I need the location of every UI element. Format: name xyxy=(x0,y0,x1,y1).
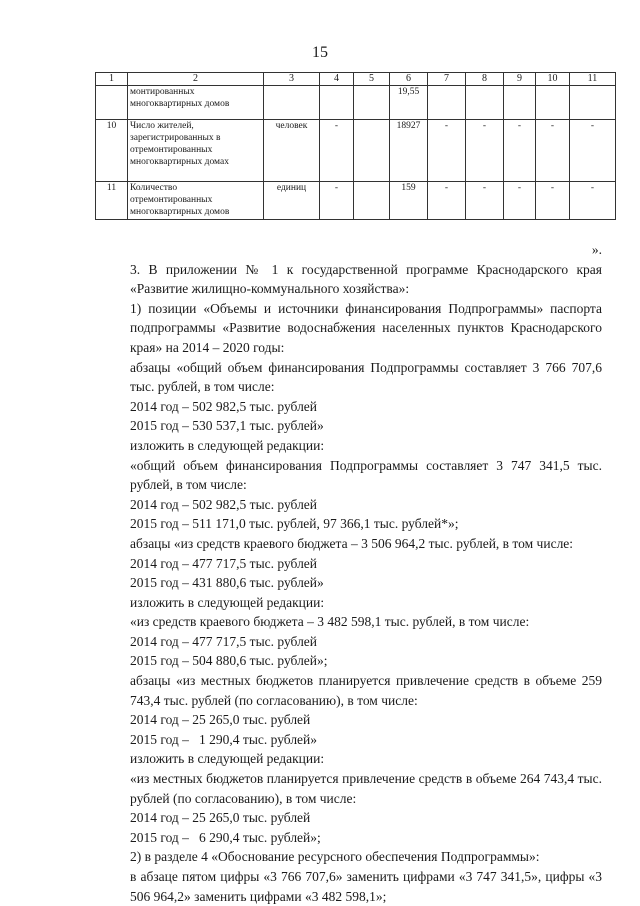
column-header: 11 xyxy=(570,73,616,86)
table-cell: - xyxy=(570,182,616,220)
column-header: 5 xyxy=(354,73,390,86)
table-cell: - xyxy=(428,182,466,220)
page-number: 15 xyxy=(312,44,328,61)
paragraph: 2014 год – 25 265,0 тыс. рублей xyxy=(130,712,311,728)
table-cell: - xyxy=(320,182,354,220)
table-cell: - xyxy=(466,182,504,220)
column-header: 2 xyxy=(128,73,264,86)
paragraph: изложить в следующей редакции: xyxy=(130,437,325,453)
data-table xyxy=(95,72,616,220)
paragraph: абзацы «общий объем финансирования Подпрограммы составляет 3 766 707,6 тыс. рублей, в том числе: xyxy=(130,359,602,395)
paragraph: 2014 год – 477 717,5 тыс. рублей xyxy=(130,555,318,571)
column-header: 3 xyxy=(264,73,320,86)
table-row xyxy=(96,120,616,182)
table-cell: - xyxy=(320,120,354,182)
table-header-row xyxy=(96,73,616,86)
table-cell: 10 xyxy=(96,120,128,182)
table-cell: 19,55 xyxy=(390,86,428,120)
paragraph: 2014 год – 25 265,0 тыс. рублей xyxy=(130,810,311,826)
table-cell xyxy=(354,120,390,182)
column-header: 8 xyxy=(466,73,504,86)
closing-quote: ». xyxy=(591,242,602,257)
paragraph: 2014 год – 477 717,5 тыс. рублей xyxy=(130,633,318,649)
table-cell xyxy=(428,86,466,120)
paragraph: изложить в следующей редакции: xyxy=(130,751,325,767)
table-cell xyxy=(536,86,570,120)
table-cell: единиц xyxy=(264,182,320,220)
paragraph: 2) в разделе 4 «Обоснование ресурсного обеспечения Подпрограммы»: xyxy=(130,849,540,865)
table-cell: - xyxy=(570,120,616,182)
table-row xyxy=(96,182,616,220)
paragraph: абзацы «из средств краевого бюджета – 3 506 964,2 тыс. рублей, в том числе: xyxy=(130,535,574,551)
paragraph: 2015 год – 504 880,6 тыс. рублей»; xyxy=(130,653,328,669)
paragraph: 2014 год – 502 982,5 тыс. рублей xyxy=(130,496,318,512)
column-header: 6 xyxy=(390,73,428,86)
paragraph: абзацы «из местных бюджетов планируется привлечение средств в объеме 259 743,4 тыс. рублей (по согласованию), в том числе: xyxy=(130,673,602,708)
table-row xyxy=(96,86,616,120)
table-cell: - xyxy=(504,120,536,182)
table-cell xyxy=(320,86,354,120)
table-cell xyxy=(264,86,320,120)
column-header: 10 xyxy=(536,73,570,86)
table-cell: человек xyxy=(264,120,320,182)
table-cell xyxy=(96,86,128,120)
table-cell: - xyxy=(428,120,466,182)
paragraph: «общий объем финансирования Подпрограммы составляет 3 747 341,5 тыс. рублей, в том числе: xyxy=(130,457,602,493)
column-header: 9 xyxy=(504,73,536,86)
table-cell: Число жителей, зарегистрированных в отремонтированных многоквартирных домах xyxy=(128,120,264,182)
paragraph: 1) позиции «Объемы и источники финансирования Подпрограммы» паспорта подпрограммы «Развитие водоснабжения населенных пунктов Краснодарского края» на 2014 – 2020 годы: xyxy=(130,300,602,355)
paragraph: 2015 год – 530 537,1 тыс. рублей» xyxy=(130,418,324,434)
table-cell: 11 xyxy=(96,182,128,220)
column-header: 4 xyxy=(320,73,354,86)
table-cell xyxy=(570,86,616,120)
column-header: 7 xyxy=(428,73,466,86)
table-cell: 18927 xyxy=(390,120,428,182)
paragraph: 2015 год – 431 880,6 тыс. рублей» xyxy=(130,575,324,591)
table-cell: - xyxy=(466,120,504,182)
paragraph: «из средств краевого бюджета – 3 482 598,1 тыс. рублей, в том числе: xyxy=(130,614,530,630)
table-cell: - xyxy=(536,182,570,220)
table-cell: 159 xyxy=(390,182,428,220)
table-cell xyxy=(466,86,504,120)
table-cell: Количество отремонтированных многоквартирных домов xyxy=(128,182,264,220)
table-cell xyxy=(504,86,536,120)
table-cell: монтированных многоквартирных домов xyxy=(128,86,264,120)
paragraph: изложить в следующей редакции: xyxy=(130,594,325,610)
paragraph: 2015 год – 511 171,0 тыс. рублей, 97 366,1 тыс. рублей*»; xyxy=(130,516,459,532)
table-cell: - xyxy=(536,120,570,182)
table-cell: - xyxy=(504,182,536,220)
paragraph: в абзаце пятом цифры «3 766 707,6» заменить цифрами «3 747 341,5», цифры «3 506 964,2» заменить цифрами «3 482 598,1»; xyxy=(130,869,602,904)
table-cell xyxy=(354,182,390,220)
paragraph: 2015 год – 6 290,4 тыс. рублей»; xyxy=(130,829,321,845)
column-header: 1 xyxy=(96,73,128,86)
paragraph: «из местных бюджетов планируется привлечение средств в объеме 264 743,4 тыс. рублей (по согласованию), в том числе: xyxy=(130,771,602,806)
paragraph: 2014 год – 502 982,5 тыс. рублей xyxy=(130,398,318,414)
table-cell xyxy=(354,86,390,120)
document-body xyxy=(90,240,602,906)
paragraph: 2015 год – 1 290,4 тыс. рублей» xyxy=(130,731,318,747)
paragraph: 3. В приложении № 1 к государственной программе Краснодарского края «Развитие жилищно-коммунального хозяйства»: xyxy=(130,261,602,297)
